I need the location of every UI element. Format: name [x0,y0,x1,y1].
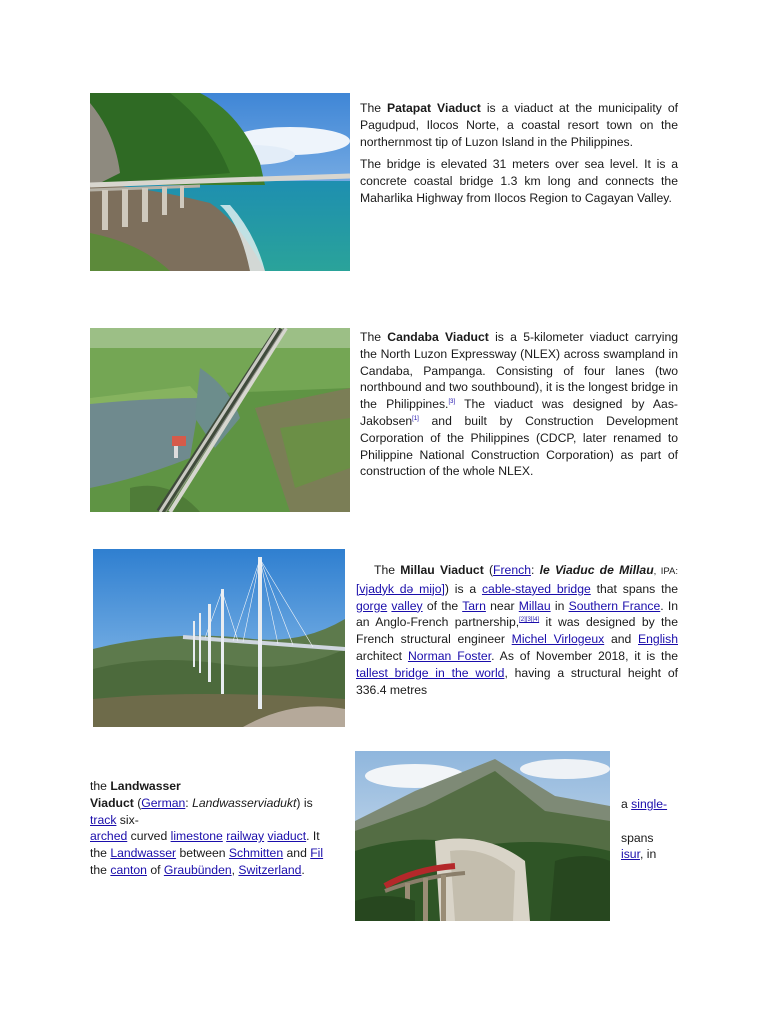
candaba-paragraph [360,329,678,480]
link-valley[interactable]: valley [391,598,423,613]
text-run: : [530,563,540,577]
citation-ref[interactable]: [3] [448,399,456,406]
text-run: , having a structural height of 336.4 metres [356,665,678,697]
millau-description [356,562,678,698]
link-michel-virlogeux[interactable]: Michel Virlogeux [511,632,605,647]
link-single-track[interactable]: track [90,812,117,827]
text-run: . As of November 2018, it is the [491,648,678,663]
link-millau[interactable]: Millau [518,598,551,613]
link-cable-stayed-bridge[interactable]: cable-stayed bridge [481,581,591,596]
text-run: the [90,862,111,877]
link-canton[interactable]: canton [110,862,147,877]
landwasser-line-3 [90,812,340,829]
text-run: the [90,846,111,861]
text-run: is a viaduct at the municipality of Pagudpud, Ilocos Norte, a coastal resort town on the northernmost tip of Luzon Island in the Philippines. [360,101,678,149]
landwasser-line-4 [90,828,340,845]
link-german[interactable]: German [141,795,186,810]
candaba-viaduct-photo [90,328,350,512]
text-run: ( [483,563,494,577]
text-run: and [604,632,639,647]
text-run: is a 5-kilometer viaduct carrying the North Luzon Expressway (NLEX) across swampland in Candaba, Pampanga. Consisting of four lanes (two northbound and two southbound), it is the longest bridge in the Philippines. [360,330,679,412]
landwasser-line-2 [90,795,340,812]
patapat-paragraph-2: The bridge is elevated 31 meters over sea level. It is a concrete coastal bridge 1.3 km long and connects the Maharlika Highway from Ilocos Region to Cagayan Valley. [360,157,678,205]
landwasser-title: Landwasser [110,779,181,793]
text-run: , [231,862,239,877]
link-landwasser-river[interactable]: Landwasser [110,846,177,861]
text-run: the [90,779,111,793]
text-run: The [374,563,401,577]
text-run: The viaduct was designed by Aas-Jakobsen [360,397,678,428]
millau-paragraph [356,562,678,698]
text-run: . [301,862,305,877]
text-run: . It [306,829,320,844]
landwasser-line-6 [90,862,340,879]
link-norman-foster[interactable]: Norman Foster [407,648,492,663]
landwasser-line-5 [90,845,340,862]
text-run: , in [639,847,657,862]
citation-ref[interactable]: [2][3][4] [519,617,540,624]
text-run: and [283,846,311,861]
text-run: curved [127,829,171,844]
link-viaduct[interactable]: viaduct [267,829,307,844]
text-run: a [621,797,632,811]
text-run: architect [356,648,408,663]
candaba-title: Candaba Viaduct [387,330,489,344]
link-tallest-bridge[interactable]: tallest bridge in the world [356,665,505,680]
text-run: : [185,795,193,810]
text-run: The [360,101,388,115]
link-filisur[interactable]: Fil [310,846,324,861]
link-gorge[interactable]: gorge [356,598,388,613]
link-railway[interactable]: railway [226,829,265,844]
patapat-title: Patapat Viaduct [387,101,481,115]
landwasser-right-line-2 [621,813,683,830]
text-run: between [176,846,229,861]
link-limestone[interactable]: limestone [170,829,223,844]
text-run: and built by Construction Development Corporation of the Philippines (CDCP, later renamed to Philippine National Construction Corporation) as part of construction of the whole NLEX. [360,413,678,479]
landwasser-description-right [621,796,683,863]
link-english[interactable]: English [638,632,678,647]
ipa-label: , IPA: [653,566,679,577]
link-filisur[interactable]: isur [621,847,640,862]
millau-viaduct-photo [93,549,345,727]
landwasser-right-line-1 [621,796,683,813]
text-run: it was designed by the French structural engineer [356,615,678,647]
link-single-track[interactable]: single- [631,797,668,811]
text-run: of the [422,598,463,613]
text-run: ) is a [444,581,482,596]
patapat-viaduct-photo [90,93,350,271]
text-run: ( [133,795,142,810]
link-schmitten[interactable]: Schmitten [228,846,284,861]
candaba-description [360,329,678,480]
link-tarn[interactable]: Tarn [462,598,486,613]
patapat-paragraph-1 [360,100,678,150]
text-run: of [146,862,164,877]
link-switzerland[interactable]: Switzerland [238,862,302,877]
link-ipa-pronunciation[interactable]: [vjadyk də mijo] [356,581,445,596]
text-run: in [550,598,569,613]
text-run: ) is [296,795,313,810]
landwasser-native-name: Landwasserviadukt [192,795,297,810]
link-graubunden[interactable]: Graubünden [163,862,232,877]
link-arched[interactable]: arched [90,829,128,844]
text-run: that spans the [590,581,679,596]
millau-native-name: le Viaduc de Millau [539,563,654,577]
text-run: . In an Anglo-French partnership, [356,598,679,630]
landwasser-line-1 [90,778,340,795]
text-run: six- [116,812,139,827]
link-southern-france[interactable]: Southern France [568,598,661,613]
link-french[interactable]: French [493,563,531,577]
millau-title: Millau Viaduct [400,563,484,577]
landwasser-right-line-4 [621,846,683,863]
patapat-description [360,100,678,207]
text-run: The [360,330,388,344]
text-run: spans [621,830,654,845]
citation-ref[interactable]: [1] [412,415,419,422]
text-run: near [485,598,519,613]
landwasser-title-cont: Viaduct [90,795,134,810]
landwasser-right-line-3 [621,830,683,847]
landwasser-viaduct-photo [355,751,610,921]
landwasser-description-left [90,778,340,879]
